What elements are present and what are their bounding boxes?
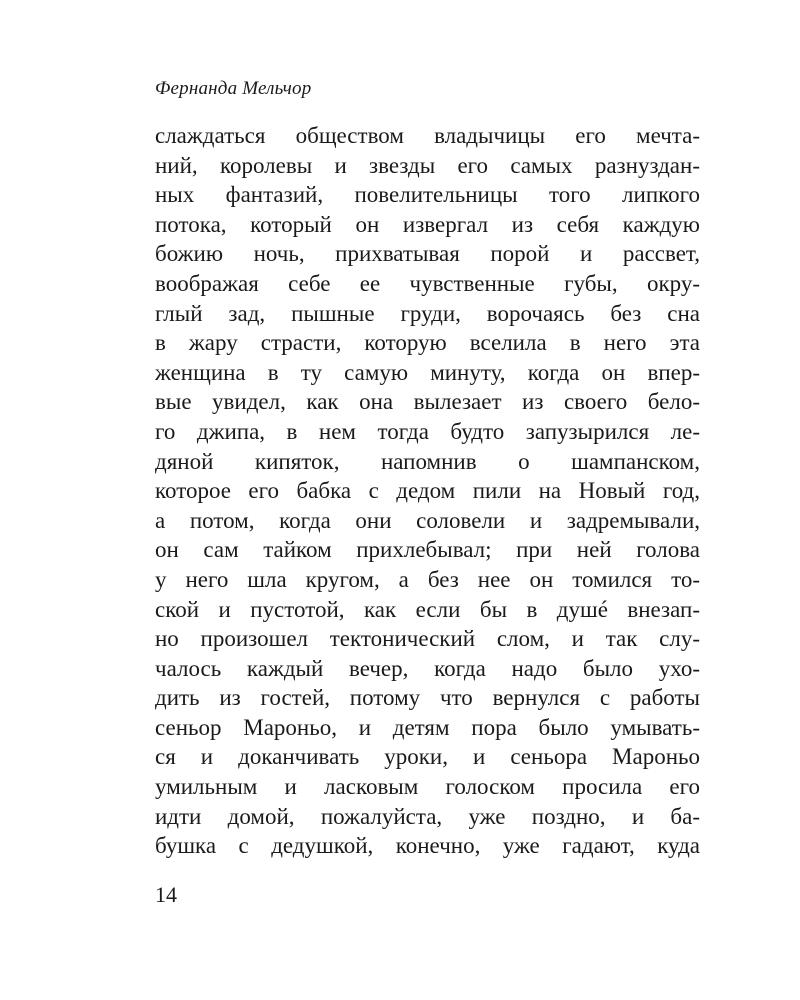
text-line: сеньор Мароньо, и детям пора было умывать- xyxy=(155,714,700,740)
text-line: вые увидел, как она вылезает из своего бело- xyxy=(155,389,700,415)
text-line: но произошел тектонический слом, и так слу- xyxy=(155,626,700,652)
text-line: умильным и ласковым голоском просила его xyxy=(155,774,700,800)
text-line: ний, королевы и звезды его самых разнуздан- xyxy=(155,152,700,178)
text-line: ской и пустотой, как если бы в душé внезап- xyxy=(155,596,700,622)
text-line: женщина в ту самую минуту, когда он впер- xyxy=(155,359,700,385)
text-line: он сам тайком прихлебывал; при ней голова xyxy=(155,537,700,563)
text-line: слаждаться обществом владычицы его мечта- xyxy=(155,123,700,148)
text-line: воображая себе ее чувственные губы, окру- xyxy=(155,270,700,296)
text-line: дяной кипяток, напомнив о шампанском, xyxy=(155,448,700,474)
text-line: а потом, когда они соловели и задремывали, xyxy=(155,507,700,533)
body-text xyxy=(155,121,700,861)
text-line: божию ночь, прихватывая порой и рассвет, xyxy=(155,241,700,267)
text-line: бушка с дедушкой, конечно, уже гадают, куда xyxy=(155,833,700,859)
running-head-author: Фернанда Мельчор xyxy=(155,78,312,99)
text-line: идти домой, пожалуйста, уже поздно, и ба- xyxy=(155,803,700,829)
text-line: которое его бабка с дедом пили на Новый год, xyxy=(155,478,700,504)
text-line: в жару страсти, которую вселила в него эта xyxy=(155,330,700,356)
text-line: ся и доканчивать уроки, и сеньора Мароньо xyxy=(155,744,700,770)
page-number: 14 xyxy=(155,882,177,907)
text-line: у него шла кругом, а без нее он томился то- xyxy=(155,566,700,592)
text-line: чалось каждый вечер, когда надо было ухо- xyxy=(155,655,700,681)
text-line: потока, который он извергал из себя каждую xyxy=(155,211,700,237)
text-line: дить из гостей, потому что вернулся с работы xyxy=(155,685,700,711)
text-line: го джипа, в нем тогда будто запузырился ле- xyxy=(155,418,700,444)
text-line: глый зад, пышные груди, ворочаясь без сна xyxy=(155,300,700,326)
text-line: ных фантазий, повелительницы того липкого xyxy=(155,182,700,208)
